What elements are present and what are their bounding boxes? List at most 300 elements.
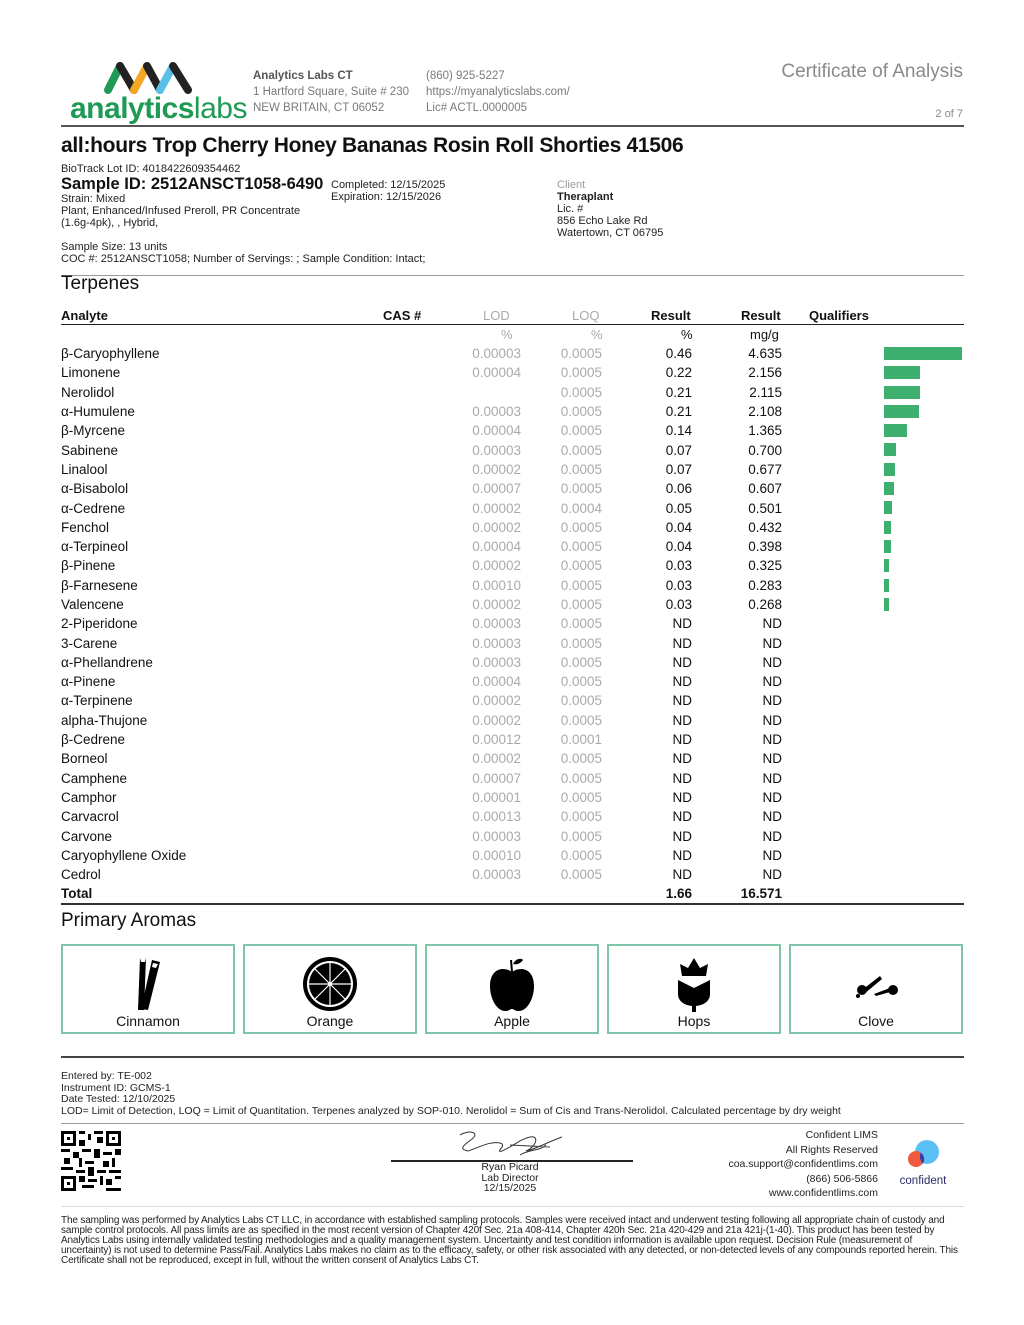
qualifiers-cell <box>782 865 862 884</box>
aroma-label: Apple <box>494 1013 530 1029</box>
qualifiers-cell <box>782 633 862 652</box>
table-row <box>61 460 964 479</box>
orange-icon <box>300 954 360 1014</box>
table-row <box>61 672 964 691</box>
total-pct: 1.66 <box>665 886 692 902</box>
qualifiers-cell <box>782 711 862 730</box>
analyte-cell: Carvone <box>61 828 113 844</box>
col-header-qualifiers: Qualifiers <box>809 308 869 323</box>
lod-cell: 0.00004 <box>472 365 521 381</box>
result-bar-cell <box>862 537 964 556</box>
result-bar-cell <box>862 460 964 479</box>
table-row <box>61 595 964 614</box>
result-mg-cell: ND <box>762 867 782 883</box>
result-bar-cell <box>862 498 964 517</box>
table-row <box>61 556 964 575</box>
result-bar-cell <box>862 807 964 826</box>
analyte-cell: β-Cedrene <box>61 732 126 748</box>
analyte-cell: Nerolidol <box>61 384 115 400</box>
loq-cell: 0.0005 <box>560 539 602 555</box>
unit-loq: % <box>591 327 603 342</box>
qualifiers-cell <box>782 769 862 788</box>
analyte-cell: α-Cedrene <box>61 500 126 516</box>
table-header-divider <box>61 324 964 325</box>
signature <box>450 1127 580 1161</box>
loq-cell: 0.0004 <box>560 500 602 516</box>
product-type-line-1: Plant, Enhanced/Infused Preroll, PR Concentrate <box>61 205 301 217</box>
table-row <box>61 846 964 865</box>
result-bar <box>884 443 896 456</box>
loq-cell: 0.0001 <box>560 732 602 748</box>
table-row <box>61 788 964 807</box>
logo-text-bold: analytics <box>70 92 194 125</box>
disclaimer-divider <box>61 1206 964 1207</box>
loq-cell: 0.0005 <box>560 346 602 362</box>
result-bar-cell <box>862 576 964 595</box>
terpenes-table <box>61 344 964 904</box>
lab-address-line-2: NEW BRITAIN, CT 06052 <box>253 102 385 114</box>
result-mg-cell: ND <box>762 770 782 786</box>
loq-cell: 0.0005 <box>560 481 602 497</box>
lab-website[interactable]: https://myanalyticslabs.com/ <box>426 86 570 98</box>
qualifiers-cell <box>782 479 862 498</box>
page-number: 2 of 7 <box>935 108 963 120</box>
lod-cell: 0.00007 <box>472 481 521 497</box>
qualifiers-cell <box>782 518 862 537</box>
sign-date: 12/15/2025 <box>483 1182 537 1194</box>
lod-cell: 0.00003 <box>472 442 521 458</box>
result-pct-cell: ND <box>672 789 692 805</box>
table-row <box>61 363 964 382</box>
loq-cell: 0.0005 <box>560 597 602 612</box>
result-pct-cell: ND <box>672 616 692 632</box>
result-bar <box>884 482 894 495</box>
result-pct-cell: ND <box>672 828 692 844</box>
client-name: Theraplant <box>557 191 614 203</box>
table-row <box>61 518 964 537</box>
table-row <box>61 498 964 517</box>
table-row <box>61 865 964 884</box>
sample-id: Sample ID: 2512ANSCT1058-6490 <box>61 175 324 193</box>
table-row <box>61 440 964 459</box>
client-address-2: Watertown, CT 06795 <box>557 227 664 239</box>
lab-phone: (860) 925-5227 <box>426 70 505 82</box>
analyte-cell: Limonene <box>61 365 121 381</box>
result-mg-cell: 2.156 <box>748 365 782 381</box>
total-row <box>61 884 964 903</box>
product-title: all:hours Trop Cherry Honey Bananas Rosin Roll Shorties 41506 <box>61 134 684 157</box>
result-pct-cell: 0.03 <box>665 597 692 612</box>
total-label: Total <box>61 886 93 902</box>
result-mg-cell: 0.700 <box>748 442 782 458</box>
analyte-cell: Carvacrol <box>61 809 119 825</box>
col-header-analyte: Analyte <box>61 308 108 323</box>
analyte-cell: Caryophyllene Oxide <box>61 847 187 863</box>
lab-name: Analytics Labs CT <box>253 70 353 82</box>
result-pct-cell: ND <box>672 847 692 863</box>
analyte-cell: α-Bisabolol <box>61 481 129 497</box>
result-mg-cell: 0.432 <box>748 519 782 535</box>
result-bar-cell <box>862 595 964 614</box>
instrument-id: Instrument ID: GCMS-1 <box>61 1081 171 1094</box>
qualifiers-cell <box>782 576 862 595</box>
hops-icon <box>664 954 724 1014</box>
table-row <box>61 730 964 749</box>
analyte-cell: Linalool <box>61 461 108 477</box>
result-bar-cell <box>862 402 964 421</box>
table-row <box>61 576 964 595</box>
qualifiers-cell <box>782 440 862 459</box>
lod-cell: 0.00010 <box>472 577 521 593</box>
loq-cell: 0.0005 <box>560 442 602 458</box>
result-pct-cell: ND <box>672 809 692 825</box>
result-bar-cell <box>862 788 964 807</box>
qualifiers-cell <box>782 537 862 556</box>
analyte-cell: 2-Piperidone <box>61 616 138 632</box>
analyte-cell: β-Caryophyllene <box>61 346 160 362</box>
result-bar-cell <box>862 479 964 498</box>
total-mg: 16.571 <box>740 886 782 902</box>
result-pct-cell: 0.21 <box>665 404 692 420</box>
result-mg-cell: 0.398 <box>748 539 782 555</box>
loq-cell: 0.0005 <box>560 693 602 709</box>
result-bar <box>884 598 889 611</box>
result-bar-cell <box>862 653 964 672</box>
table-row <box>61 749 964 768</box>
result-bar-cell <box>862 749 964 768</box>
lims-email[interactable]: coa.support@confidentlims.com <box>728 1158 878 1170</box>
result-pct-cell: ND <box>672 674 692 690</box>
lims-rights: All Rights Reserved <box>785 1143 878 1156</box>
lod-cell: 0.00002 <box>472 500 521 516</box>
result-mg-cell: 0.501 <box>748 500 782 516</box>
result-mg-cell: ND <box>762 809 782 825</box>
analyte-cell: Camphor <box>61 789 117 805</box>
lod-cell: 0.00013 <box>472 809 521 825</box>
confident-logo <box>893 1138 953 1186</box>
analyte-cell: Borneol <box>61 751 108 767</box>
sample-info <box>61 241 425 265</box>
result-pct-cell: ND <box>672 751 692 767</box>
result-mg-cell: ND <box>762 847 782 863</box>
signer-block <box>440 1162 580 1194</box>
product-details <box>61 193 300 229</box>
footer-divider <box>61 1123 964 1124</box>
loq-cell: 0.0005 <box>560 577 602 593</box>
qualifiers-cell <box>782 498 862 517</box>
qualifiers-cell <box>782 383 862 402</box>
signer-title: Lab Director <box>481 1171 539 1184</box>
lod-cell: 0.00003 <box>472 346 521 362</box>
entered-by: Entered by: TE-002 <box>61 1070 152 1082</box>
coc-line: COC #: 2512ANSCT1058; Number of Servings: ; Sample Condition: Intact; <box>61 253 426 265</box>
table-row <box>61 711 964 730</box>
result-pct-cell: ND <box>672 693 692 709</box>
apple-icon <box>482 954 542 1014</box>
result-bar-cell <box>862 691 964 710</box>
aroma-label: Cinnamon <box>116 1013 180 1029</box>
qualifiers-cell <box>782 730 862 749</box>
analyte-cell: alpha-Thujone <box>61 712 148 728</box>
cinnamon-icon <box>118 954 178 1014</box>
expiration-date: Expiration: 12/15/2026 <box>331 191 442 203</box>
result-mg-cell: ND <box>762 751 782 767</box>
result-mg-cell: 1.365 <box>748 423 782 439</box>
lims-website[interactable]: www.confidentlims.com <box>768 1187 878 1199</box>
empty-cell <box>862 884 964 903</box>
aroma-label: Clove <box>858 1013 894 1029</box>
lod-cell: 0.00004 <box>472 423 521 439</box>
result-pct-cell: 0.04 <box>665 519 692 535</box>
result-bar-cell <box>862 672 964 691</box>
table-row <box>61 769 964 788</box>
client-label: Client <box>557 179 586 191</box>
loq-cell: 0.0005 <box>560 847 602 863</box>
col-header-cas: CAS # <box>383 308 422 323</box>
lod-cell: 0.00002 <box>472 519 521 535</box>
result-pct-cell: 0.03 <box>665 558 692 574</box>
document-title: Certificate of Analysis <box>781 61 963 82</box>
confident-logo-text: confident <box>899 1175 947 1187</box>
result-mg-cell: 0.283 <box>748 577 782 593</box>
result-bar-cell <box>862 556 964 575</box>
analyte-cell: α-Pinene <box>61 674 116 690</box>
result-pct-cell: ND <box>672 712 692 728</box>
qualifiers-cell <box>782 595 862 614</box>
analyte-cell: Camphene <box>61 770 128 786</box>
clove-icon <box>846 954 906 1014</box>
result-pct-cell: ND <box>672 635 692 651</box>
lab-contact-block <box>426 68 570 116</box>
result-pct-cell: ND <box>672 770 692 786</box>
loq-cell: 0.0005 <box>560 461 602 477</box>
result-mg-cell: ND <box>762 789 782 805</box>
lod-cell: 0.00003 <box>472 635 521 651</box>
logo-text-light: labs <box>193 92 247 125</box>
table-row <box>61 826 964 845</box>
analyte-cell: Valencene <box>61 597 124 612</box>
aroma-card-cinnamon <box>61 944 235 1034</box>
aroma-card-clove <box>789 944 963 1034</box>
qualifiers-cell <box>782 672 862 691</box>
qualifiers-cell <box>782 749 862 768</box>
result-pct-cell: ND <box>672 867 692 883</box>
table-row <box>61 479 964 498</box>
result-bar-cell <box>862 421 964 440</box>
result-bar-cell <box>862 633 964 652</box>
lod-cell: 0.00003 <box>472 828 521 844</box>
lod-cell: 0.00002 <box>472 597 521 612</box>
result-mg-cell: 4.635 <box>748 346 782 362</box>
loq-cell: 0.0005 <box>560 558 602 574</box>
client-block <box>557 179 663 239</box>
result-mg-cell: 0.607 <box>748 481 782 497</box>
analytics-labs-logo-text <box>70 93 247 125</box>
qualifiers-cell <box>782 788 862 807</box>
lod-cell: 0.00002 <box>472 751 521 767</box>
col-header-result-mg: Result <box>741 308 781 323</box>
result-mg-cell: 2.108 <box>748 404 782 420</box>
qr-code[interactable] <box>61 1131 121 1191</box>
qualifiers-cell <box>782 421 862 440</box>
analyte-cell: α-Terpinene <box>61 693 133 709</box>
lims-name: Confident LIMS <box>805 1129 878 1141</box>
product-divider <box>61 275 964 276</box>
result-pct-cell: 0.21 <box>665 384 692 400</box>
loq-cell: 0.0005 <box>560 674 602 690</box>
lab-address-line-1: 1 Hartford Square, Suite # 230 <box>253 86 409 98</box>
qualifiers-cell <box>782 460 862 479</box>
result-pct-cell: 0.07 <box>665 461 692 477</box>
analyte-cell: Fenchol <box>61 519 110 535</box>
result-bar <box>884 386 920 399</box>
result-mg-cell: ND <box>762 828 782 844</box>
lab-address-block <box>253 68 409 116</box>
analyte-cell: α-Phellandrene <box>61 654 153 670</box>
lod-cell: 0.00003 <box>472 404 521 420</box>
qualifiers-cell <box>782 846 862 865</box>
result-bar-cell <box>862 363 964 382</box>
aromas-section-title: Primary Aromas <box>61 910 197 931</box>
result-bar-cell <box>862 730 964 749</box>
analyte-cell: α-Terpineol <box>61 539 129 555</box>
result-bar <box>884 540 891 553</box>
table-row <box>61 614 964 633</box>
analyte-cell: Cedrol <box>61 867 101 883</box>
loq-cell: 0.0005 <box>560 423 602 439</box>
loq-cell: 0.0005 <box>560 519 602 535</box>
result-mg-cell: 0.677 <box>748 461 782 477</box>
result-bar <box>884 366 920 379</box>
aroma-card-apple <box>425 944 599 1034</box>
result-bar-cell <box>862 826 964 845</box>
col-header-lod: LOD <box>483 308 510 323</box>
loq-cell: 0.0005 <box>560 712 602 728</box>
lod-cell: 0.00012 <box>472 732 521 748</box>
lod-cell: 0.00003 <box>472 867 521 883</box>
result-bar <box>884 559 889 572</box>
result-pct-cell: 0.14 <box>665 423 692 439</box>
result-bar-cell <box>862 440 964 459</box>
result-pct-cell: 0.46 <box>665 346 692 362</box>
lod-cell: 0.00010 <box>472 847 521 863</box>
result-pct-cell: 0.05 <box>665 500 692 516</box>
result-mg-cell: ND <box>762 654 782 670</box>
result-bar <box>884 501 892 514</box>
lod-cell: 0.00002 <box>472 693 521 709</box>
empty-cell <box>521 884 602 903</box>
biotrack-lot-id: BioTrack Lot ID: 4018422609354462 <box>61 163 241 175</box>
aroma-card-orange <box>243 944 417 1034</box>
result-bar-cell <box>862 865 964 884</box>
table-bottom-divider <box>61 903 964 905</box>
loq-cell: 0.0005 <box>560 751 602 767</box>
table-row <box>61 344 964 363</box>
lims-contact-block <box>728 1128 878 1201</box>
loq-cell: 0.0005 <box>560 654 602 670</box>
completed-date: Completed: 12/15/2025 <box>331 179 446 191</box>
disclaimer: The sampling was performed by Analytics Labs CT LLC, in accordance with established sampling protocols. Samples were received intact and underwent testing following all appropriate chain of custody and sample control protocols. All pass limits are as specified in the most recent version of Chapter 420f Sec. 21a 408-414, Chapter 420h Sec. 21a 420-429 and 21a 421j-(1-40). This product has been tested by Analytics Labs using internally validated testing methodologies and a quality management system. Uncertainty and test condition information is available upon request. Decision Rule (measurement of uncertainty) is not used to determine Pass/Fail. Analytics Labs makes no claim as to the efficacy, safety, or other risk associated with any detected, or non-detected levels of any compounds reported herein. This Certificate shall not be reproduced, except in full, without the written consent of Analytics Labs CT. <box>61 1215 958 1266</box>
result-mg-cell: ND <box>762 732 782 748</box>
qualifiers-cell <box>782 691 862 710</box>
result-bar <box>884 347 962 360</box>
result-bar <box>884 521 891 534</box>
qualifiers-cell <box>782 402 862 421</box>
table-row <box>61 807 964 826</box>
loq-cell: 0.0005 <box>560 809 602 825</box>
result-pct-cell: ND <box>672 732 692 748</box>
table-row <box>61 383 964 402</box>
unit-result-pct: % <box>681 327 693 342</box>
lod-cell: 0.00002 <box>472 712 521 728</box>
lod-cell: 0.00004 <box>472 674 521 690</box>
qualifiers-cell <box>782 653 862 672</box>
col-header-result-pct: Result <box>651 308 691 323</box>
lod-cell: 0.00003 <box>472 616 521 632</box>
result-bar-cell <box>862 344 964 363</box>
result-bar-cell <box>862 614 964 633</box>
result-mg-cell: ND <box>762 635 782 651</box>
date-tested: Date Tested: 12/10/2025 <box>61 1093 176 1105</box>
product-type-line-2: (1.6g-4pk), , Hybrid, <box>61 217 159 229</box>
result-mg-cell: ND <box>762 616 782 632</box>
result-bar <box>884 463 895 476</box>
loq-cell: 0.0005 <box>560 365 602 381</box>
lod-cell: 0.00001 <box>472 789 521 805</box>
result-pct-cell: 0.06 <box>665 481 692 497</box>
table-row <box>61 537 964 556</box>
aroma-label: Hops <box>677 1013 711 1029</box>
result-bar-cell <box>862 846 964 865</box>
lod-cell: 0.00007 <box>472 770 521 786</box>
qualifiers-cell <box>782 614 862 633</box>
analyte-cell: β-Pinene <box>61 558 116 574</box>
loq-cell: 0.0005 <box>560 616 602 632</box>
test-metadata <box>61 1071 841 1117</box>
confident-logo-icon <box>893 1138 953 1168</box>
result-mg-cell: ND <box>762 712 782 728</box>
lod-cell: 0.00002 <box>472 461 521 477</box>
loq-cell: 0.0005 <box>560 867 602 883</box>
header-divider <box>61 125 964 127</box>
method-notes: LOD= Limit of Detection, LOQ = Limit of Quantitation. Terpenes analyzed by SOP-010. Nerolidol = Sum of Cis and Trans-Nerolidol. Calculated percentage by dry weight <box>61 1104 841 1117</box>
analyte-cell: 3-Carene <box>61 635 118 651</box>
table-row <box>61 402 964 421</box>
loq-cell: 0.0005 <box>560 635 602 651</box>
result-bar-cell <box>862 383 964 402</box>
result-pct-cell: 0.04 <box>665 539 692 555</box>
result-mg-cell: ND <box>762 693 782 709</box>
client-license: Lic. # <box>557 203 584 215</box>
client-address-1: 856 Echo Lake Rd <box>557 215 648 227</box>
analyte-cell: Sabinene <box>61 442 119 458</box>
terpenes-section-title: Terpenes <box>61 273 140 294</box>
table-row <box>61 691 964 710</box>
qualifiers-cell <box>782 807 862 826</box>
loq-cell: 0.0005 <box>560 789 602 805</box>
empty-cell <box>381 884 521 903</box>
loq-cell: 0.0005 <box>560 384 602 400</box>
table-row <box>61 633 964 652</box>
result-bar-cell <box>862 769 964 788</box>
lod-cell <box>381 383 521 402</box>
strain: Strain: Mixed <box>61 193 126 205</box>
loq-cell: 0.0005 <box>560 770 602 786</box>
lab-license: Lic# ACTL.0000005 <box>426 102 528 114</box>
sample-size: Sample Size: 13 units <box>61 241 168 253</box>
signer-name: Ryan Picard <box>481 1161 539 1173</box>
lims-phone: (866) 506-5866 <box>806 1172 878 1185</box>
